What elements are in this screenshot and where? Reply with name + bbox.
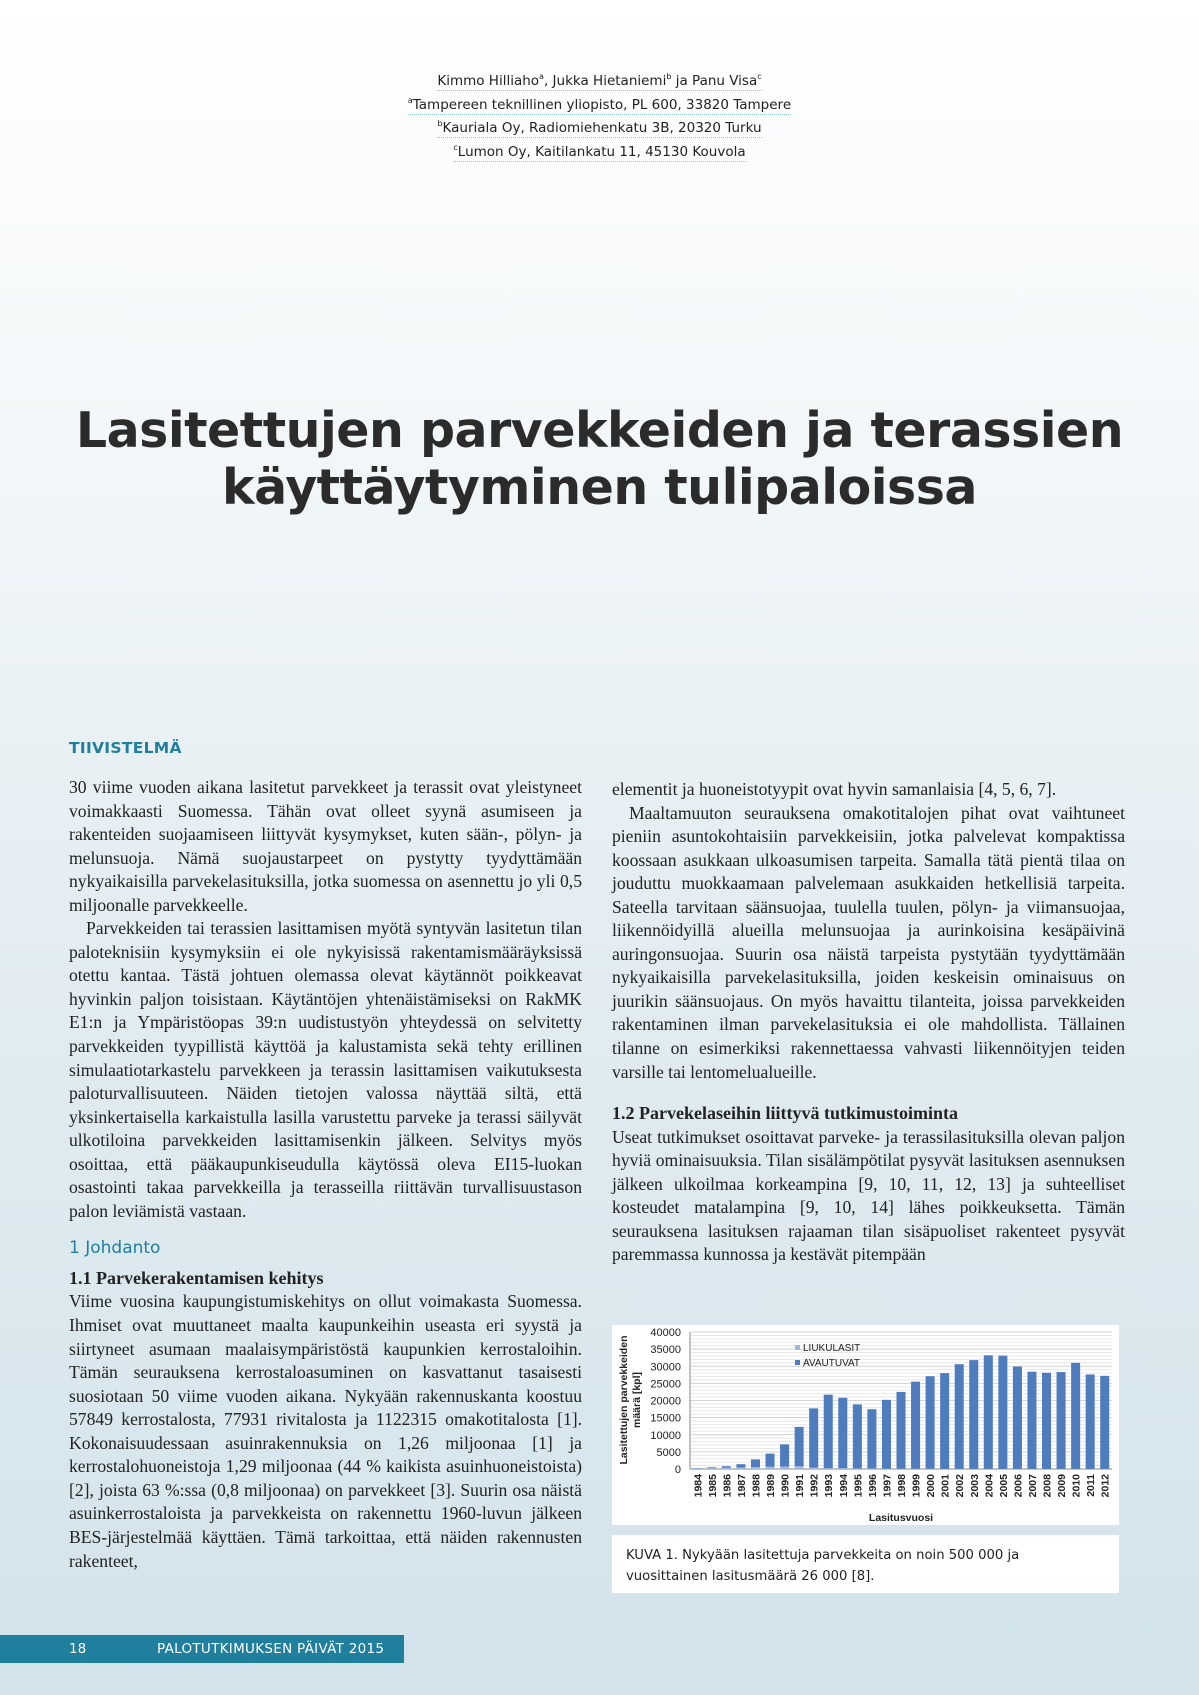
bar-liukulasit <box>780 1467 789 1469</box>
bar-avautuvat <box>780 1444 789 1466</box>
author-name: Jukka Hietaniemi <box>552 73 667 89</box>
bar-avautuvat <box>984 1355 993 1469</box>
author-name: Panu Visa <box>692 73 758 89</box>
bar-avautuvat <box>722 1466 731 1468</box>
x-tick-label: 1992 <box>808 1474 821 1498</box>
x-tick-label: 2011 <box>1085 1474 1098 1497</box>
x-tick-label: 2007 <box>1026 1474 1039 1498</box>
x-tick-label: 2005 <box>997 1474 1010 1498</box>
bar-liukulasit <box>809 1468 818 1469</box>
conference-name: PALOTUTKIMUKSEN PÄIVÄT 2015 <box>157 1641 385 1657</box>
author-affiliation-mark: c <box>757 72 762 81</box>
x-tick-label: 2006 <box>1012 1474 1025 1498</box>
bar-avautuvat <box>1013 1367 1022 1469</box>
y-tick-label: 40000 <box>650 1327 681 1339</box>
bar-liukulasit <box>853 1468 862 1469</box>
bar-avautuvat <box>998 1356 1007 1469</box>
bar-liukulasit <box>736 1467 745 1469</box>
title-line-2: käyttäytyminen tulipaloissa <box>222 459 977 516</box>
bar-avautuvat <box>1071 1363 1080 1469</box>
bar-avautuvat <box>926 1376 935 1468</box>
bar-avautuvat <box>824 1395 833 1469</box>
y-axis-title-line-2: määrä [kpl] <box>631 1371 643 1429</box>
x-tick-label: 1998 <box>896 1474 908 1498</box>
left-column <box>69 776 582 1573</box>
y-axis-title-line-1: Lasitettujen parvekkeiden <box>618 1335 630 1465</box>
legend-swatch <box>795 1345 800 1350</box>
x-tick-label: 1986 <box>721 1474 734 1498</box>
author-separator: ja <box>671 73 693 89</box>
body-paragraph-3: Useat tutkimukset osoittavat parveke- ja terassilasituksilla olevan paljon hyviä ominaisuuksia. Tilan sisälämpötilat pysyvät lasituksen asennuksen jälkeen ulkoilmaa korkeampina [9, 10, 11, 12, 13] ja suhteelliset kosteudet matalampina [9, 10, 14] lähes poikkeuksetta. Tämän seurauksena lasituksen rajaaman tilan sisäpuoliset rakenteet pysyvät paremmassa kunnossa ja kestävät pitempään <box>612 1126 1125 1265</box>
bar-avautuvat <box>1057 1372 1066 1469</box>
bar-liukulasit <box>707 1468 716 1469</box>
x-tick-label: 2003 <box>968 1474 981 1498</box>
page-number: 18 <box>69 1641 87 1657</box>
subsection-heading-1-1: 1.1 Parvekerakentamisen kehitys <box>69 1267 324 1288</box>
bar-avautuvat <box>809 1408 818 1467</box>
bar-chart <box>612 1325 1119 1525</box>
x-tick-label: 2000 <box>925 1474 938 1498</box>
bar-avautuvat <box>1086 1374 1095 1468</box>
footer-bar <box>0 1635 404 1663</box>
author-affiliation-mark: b <box>666 72 672 81</box>
x-tick-label: 1996 <box>866 1474 879 1498</box>
bar-liukulasit <box>722 1468 731 1469</box>
y-tick-label: 30000 <box>650 1361 681 1374</box>
y-tick-label: 0 <box>674 1464 681 1476</box>
author-block <box>0 70 1199 164</box>
bar-liukulasit <box>751 1467 760 1469</box>
x-tick-label: 2008 <box>1041 1474 1054 1498</box>
body-paragraph-1: Viime vuosina kaupungistumiskehitys on ollut voimakasta Suomessa. Ihmiset ovat muuttaneet maalta kaupunkeihin useasta eri syystä ja siirtyneet asumaan maalaisympäristöstä kaupunkien kerrostaloihin. Tämän seurauksena kerrostaloasuminen on kasvattanut tasaisesti suosiotaan 50 viime vuoden aikana. Nykyään rakennuskanta koostuu 57849 kerrostalosta, 77931 rivitalosta ja 1122315 omakotitalosta [1]. Kokonaisuudessaan asuinrakennuksia on 1,26 miljoonaa [1] ja kerrostalohuoneistoja 1,29 miljoonaa (44 % kaikista asuinhuoneistoista) [2], joista 63 %:ssa (0,8 miljoonaa) on parvekkeet [3]. Suurin osa näistä asuinkerrostaloista ja parvekkeista on rakennettu 1960-luvun jälkeen BES-järjestelmää käyttäen. Tämä tarkoittaa, että näiden rakennusten rakenteet, <box>69 1291 582 1571</box>
abstract-paragraph-2: Parvekkeiden tai terassien lasittamisen myötä syntyvän lasitetun tilan paloteknisiin kysymyksiin ei ole nykyisissä rakentamismääräyksissä otettu kantaa. Tästä johtuen olemassa olevat käytännöt poikkeavat hyvinkin paljon toisistaan. Käytäntöjen yhtenäistämiseksi on RakMK E1:n ja Ympäristöopas 39:n uudistustyön yhteydessä on selvitetty parvekkeiden tyypillistä käyttöä ja kalustamista sekä tehty erillinen simulaatiotarkastelu parvekkeen ja terassin lasittamisen vaikutuksesta paloturvallisuuteen. Näiden tietojen valossa näyttää siltä, että yksinkertaisella karkaistulla lasilla varustettu parveke ja terassi säilyvät ulkotiloina parvekkeiden lasittamisenkin jälkeen. Selvitys myös osoittaa, että pääkaupunkiseudulla käytössä oleva EI15-luokan osastointi takaa parvekkeilla ja terasseilla riittävän turvallisuustason palon leviämistä vastaan. <box>69 918 582 1221</box>
bar-liukulasit <box>867 1468 876 1469</box>
bar-avautuvat <box>1100 1376 1109 1469</box>
x-tick-label: 2002 <box>954 1474 967 1498</box>
legend-label: LIUKULASIT <box>803 1343 861 1354</box>
y-tick-label: 5000 <box>656 1446 681 1459</box>
x-tick-label: 2009 <box>1056 1474 1069 1498</box>
bar-avautuvat <box>766 1454 775 1467</box>
bar-avautuvat <box>751 1459 760 1467</box>
affiliation-b: $^b$Kauriala Oy, Radiomiehenkatu 3B, 20320 Turku <box>437 119 762 136</box>
subsection-heading-1-2: 1.2 Parvekelaseihin liittyvä tutkimustoiminta <box>612 1103 958 1124</box>
bar-avautuvat <box>838 1398 847 1469</box>
bar-avautuvat <box>795 1427 804 1466</box>
figure-caption: KUVA 1. Nykyään lasitettuja parvekkeita on noin 500 000 ja vuosittainen lasitusmäärä 26 000 [8]. <box>612 1535 1119 1593</box>
body-paragraph-2: Maaltamuuton seurauksena omakotitalojen pihat ovat vaihtuneet pieniin asuntokohtaisiin parvekkeisiin, jotka palvelevat kompaktissa koossaan asukkaan ulkoasumisen tarpeita. Samalla tätä pientä tilaa on jouduttu muokkaamaan palvelemaan asukkaiden hetkellisiä tarpeita. Sateella tarvitaan säänsuojaa, tuulella tuulen, pölyn- ja viimansuojaa, liikennöidyillä alueilla melunsuojaa ja aurinkoisina kesäpäivinä auringonsuojaa. Suurin osa näistä tarpeista pystytään tyydyttämään nykyaikaisilla parvekelasituksilla, joiden keskeisin ominaisuus on juurikin säänsuojaus. On myös havaittu tilanteita, joissa parvekkeiden rakentaminen ilman parvekelasituksia ei ole mahdollista. Tällainen tilanne on esimerkiksi rakennettaessa vahvasti liikennöityjen teiden varsille tai lentomelualueille. <box>612 802 1125 1082</box>
y-tick-label: 15000 <box>650 1412 681 1425</box>
abstract-heading: TIIVISTELMÄ <box>69 739 182 757</box>
x-tick-label: 1990 <box>779 1474 792 1498</box>
x-tick-label: 2010 <box>1070 1474 1083 1498</box>
x-axis-title: Lasitusvuosi <box>868 1512 934 1524</box>
bar-liukulasit <box>693 1468 702 1469</box>
x-tick-label: 1987 <box>735 1474 748 1498</box>
author-separator: , <box>543 73 553 89</box>
affiliation-a: $^a$Tampereen teknillinen yliopisto, PL 600, 33820 Tampere <box>407 95 792 113</box>
bar-avautuvat <box>955 1364 964 1469</box>
bar-avautuvat <box>867 1409 876 1468</box>
bar-avautuvat <box>882 1400 891 1469</box>
bar-avautuvat <box>736 1464 745 1467</box>
x-tick-label: 1993 <box>823 1474 836 1498</box>
author-name: Kimmo Hilliaho <box>437 73 540 89</box>
bar-avautuvat <box>707 1467 716 1468</box>
bar-avautuvat <box>940 1373 949 1469</box>
x-tick-label: 1985 <box>706 1474 719 1498</box>
bar-avautuvat <box>1027 1372 1036 1469</box>
page-title <box>0 402 1199 516</box>
legend-label: AVAUTUVAT <box>803 1358 861 1369</box>
x-tick-label: 1988 <box>750 1474 763 1498</box>
x-tick-label: 1984 <box>692 1474 705 1498</box>
x-tick-label: 1991 <box>794 1474 807 1498</box>
x-tick-label: 1997 <box>881 1474 894 1498</box>
y-tick-label: 10000 <box>650 1429 681 1442</box>
section-heading-johdanto: 1 Johdanto <box>69 1238 161 1259</box>
bar-liukulasit <box>795 1466 804 1469</box>
right-column <box>612 778 1125 1267</box>
y-tick-label: 20000 <box>650 1395 681 1408</box>
y-tick-label: 35000 <box>650 1344 681 1357</box>
x-tick-label: 1999 <box>910 1474 923 1498</box>
body-paragraph-1-continued: elementit ja huoneistotyypit ovat hyvin samanlaisia [4, 5, 6, 7]. <box>612 779 1057 799</box>
bar-liukulasit <box>838 1468 847 1469</box>
bar-avautuvat <box>1042 1373 1051 1469</box>
bar-avautuvat <box>896 1392 905 1469</box>
affiliation-c: $^c$Lumon Oy, Kaitilankatu 11, 45130 Kouvola <box>453 142 746 160</box>
bar-avautuvat <box>969 1360 978 1469</box>
bar-avautuvat <box>853 1404 862 1468</box>
x-tick-label: 1994 <box>837 1474 850 1498</box>
author-affiliation-mark: a <box>539 72 544 81</box>
x-tick-label: 1989 <box>765 1474 778 1498</box>
y-tick-label: 25000 <box>650 1378 681 1391</box>
bar-liukulasit <box>824 1468 833 1469</box>
title-line-1: Lasitettujen parvekkeiden ja terassien <box>75 402 1124 459</box>
author-line <box>0 70 1199 94</box>
x-tick-label: 1995 <box>852 1474 865 1498</box>
bar-liukulasit <box>766 1467 775 1469</box>
abstract-paragraph-1: 30 viime vuoden aikana lasitetut parvekkeet ja terassit ovat yleistyneet voimakkaasti Suomessa. Tähän ovat olleet syynä asumiseen ja rakenteiden suojaamiseen liittyvät kysymykset, kuten sään-, pölyn- ja melunsuoja. Nämä suojaustarpeet on pystytty tyydyttämään nykyaikaisilla parvekelasituksilla, jotka suomessa on asennettu jo yli 0,5 miljoonalle parvekkeelle. <box>69 777 582 915</box>
x-tick-label: 2012 <box>1099 1474 1112 1498</box>
x-tick-label: 2004 <box>983 1474 996 1498</box>
bar-avautuvat <box>911 1382 920 1469</box>
legend-swatch <box>795 1360 800 1365</box>
figure-chart <box>612 1325 1119 1525</box>
x-tick-label: 2001 <box>939 1474 952 1498</box>
